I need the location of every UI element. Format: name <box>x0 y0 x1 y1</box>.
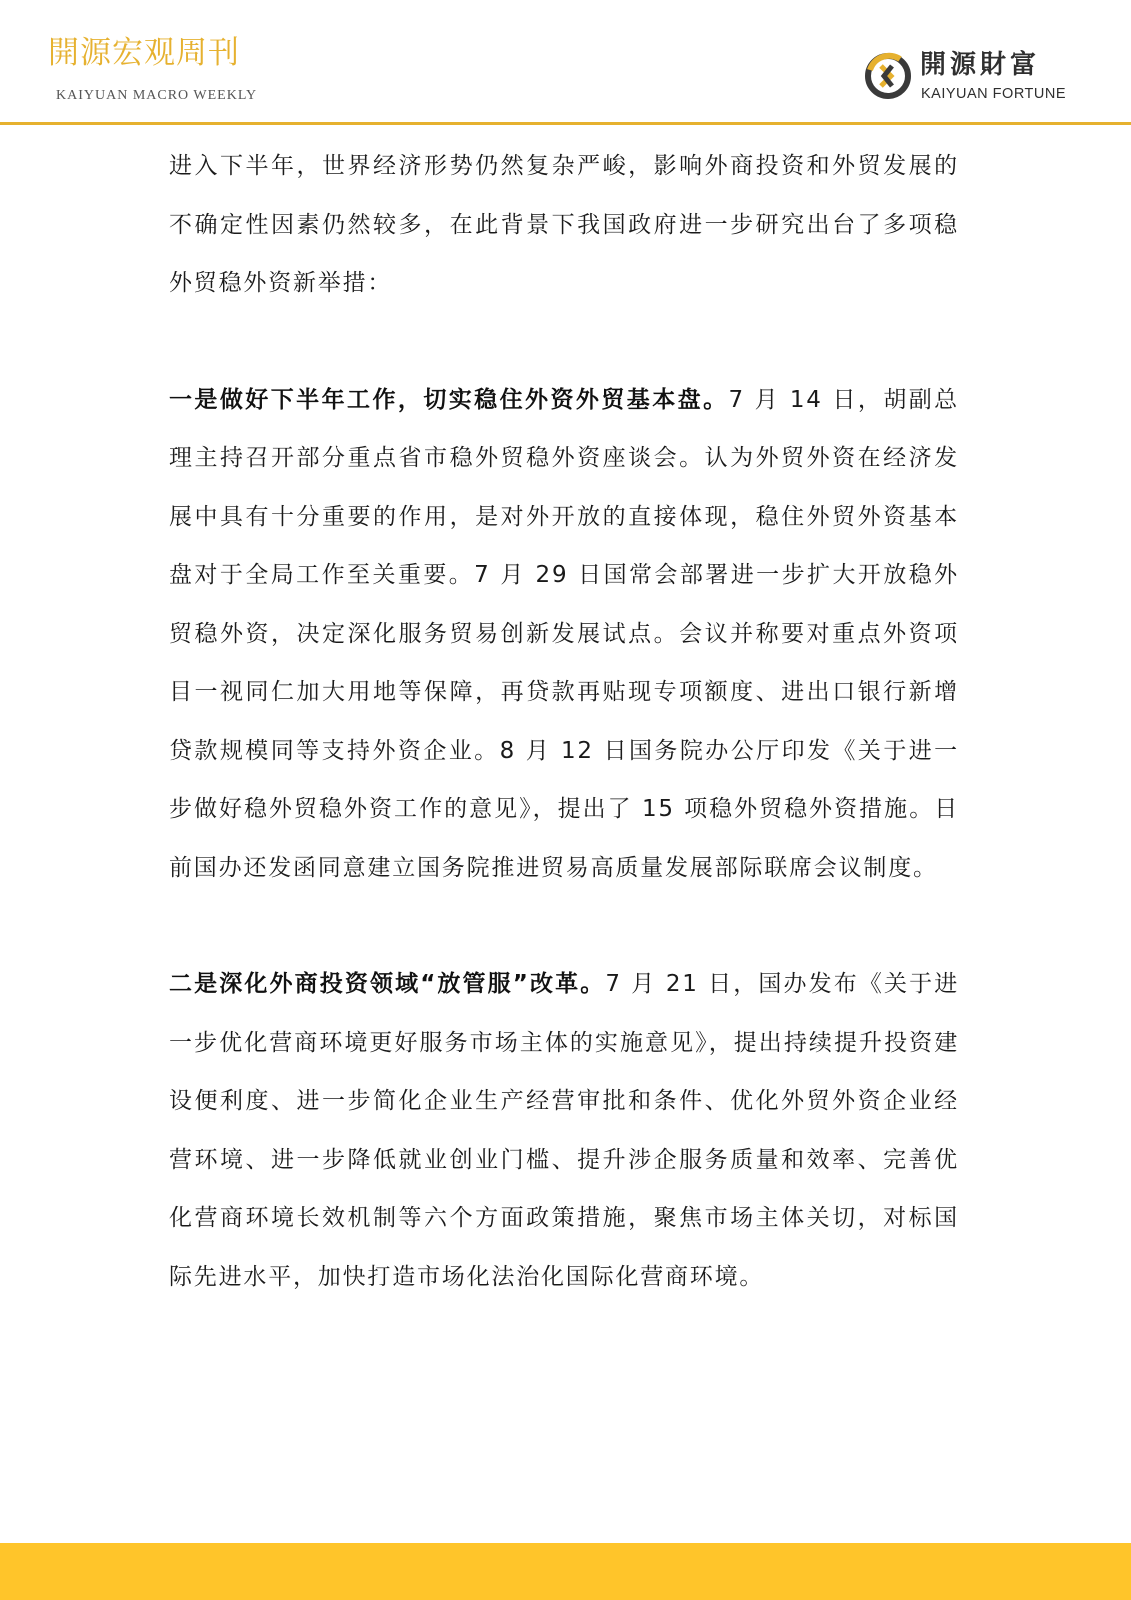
point-one-heading: 一是做好下半年工作，切实稳住外资外贸基本盘。 <box>169 386 729 413</box>
company-logo <box>862 50 1102 110</box>
page-header <box>0 0 1131 126</box>
footer-bar <box>0 1543 1131 1600</box>
intro-paragraph <box>169 137 959 313</box>
point-two-heading: 二是深化外商投资领域“放管服”改革。 <box>169 971 606 997</box>
point-one-text: 7 月 14 日，胡副总理主持召开部分重点省市稳外贸稳外资座谈会。认为外贸外资在经济发展中具有十分重要的作用，是对外开放的直接体现，稳住外贸外资基本盘对于全局工作至关重要。7 月 29 日国常会部署进一步扩大开放稳外贸稳外资，决定深化服务贸易创新发展试点。会议并称要对重点外资项目一视同仁加大用地等保障，再贷款再贴现专项额度、进出口银行新增贷款规模同等支持外资企业。8 月 12 日国务院办公厅印发《关于进一步做好稳外贸稳外资工作的意见》，提出了 15 项稳外贸稳外资措施。日前国办还发函同意建立国务院推进贸易高质量发展部际联席会议制度。 <box>169 386 959 881</box>
intro-text: 进入下半年，世界经济形势仍然复杂严峻，影响外商投资和外贸发展的不确定性因素仍然较多，在此背景下我国政府进一步研究出台了多项稳外贸稳外资新举措： <box>169 153 959 296</box>
logo-english-name: KAIYUAN FORTUNE <box>921 86 1067 102</box>
point-two-text: 7 月 21 日，国办发布《关于进一步优化营商环境更好服务市场主体的实施意见》，提出持续提升投资建设便利度、进一步简化企业生产经营审批和条件、优化外贸外资企业经营环境、进一步降低就业创业门槛、提升涉企服务质量和效率、完善优化营商环境长效机制等六个方面政策措施，聚焦市场主体关切，对标国际先进水平，加快打造市场化法治化国际化营商环境。 <box>169 971 959 1290</box>
logo-mark-icon <box>862 50 914 102</box>
article-body <box>169 137 959 1306</box>
header-divider <box>0 122 1131 125</box>
logo-chinese-name: 開源財富 <box>920 50 1041 80</box>
point-one-paragraph <box>169 371 959 898</box>
publication-title: 開源宏观周刊 <box>48 35 240 71</box>
publication-subtitle: KAIYUAN MACRO WEEKLY <box>56 88 258 103</box>
point-two-paragraph <box>169 955 959 1306</box>
